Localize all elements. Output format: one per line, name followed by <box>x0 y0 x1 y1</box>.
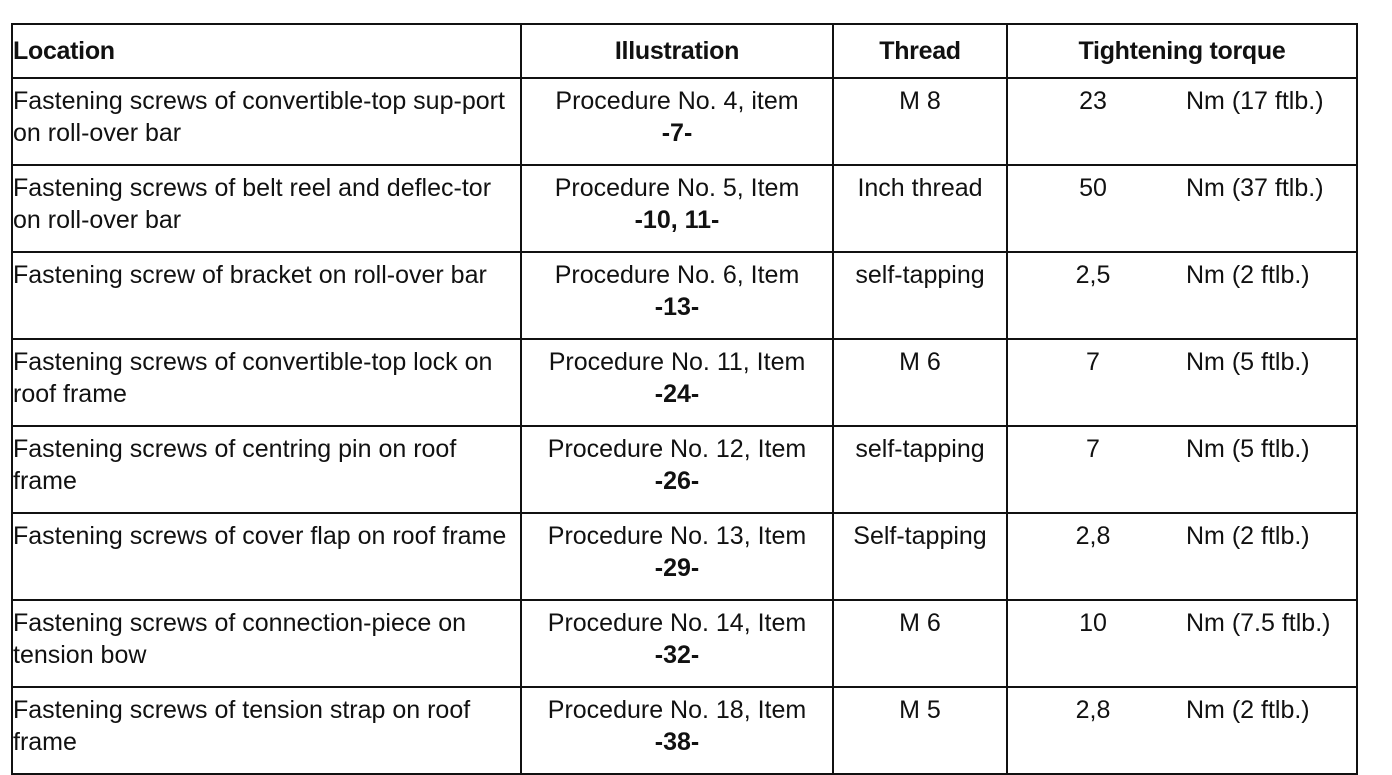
item-number: -26- <box>654 467 700 495</box>
procedure-reference: Procedure No. 4, item <box>555 87 799 115</box>
thread-cell <box>833 339 1007 426</box>
thread-text: M 6 <box>899 609 941 637</box>
table-row <box>12 165 1357 252</box>
table-row <box>12 339 1357 426</box>
item-number: -29- <box>654 554 700 582</box>
thread-text: Self-tapping <box>853 522 987 550</box>
tightening-torque-table <box>11 23 1358 775</box>
item-number: -10, 11- <box>634 206 720 234</box>
item-number: -13- <box>654 293 700 321</box>
illustration-cell <box>521 339 833 426</box>
item-number: -24- <box>654 380 700 408</box>
torque-unit: Nm (5 ftlb.) <box>1186 348 1310 376</box>
illustration-cell <box>521 687 833 774</box>
torque-unit: Nm (37 ftlb.) <box>1186 174 1324 202</box>
illustration-cell <box>521 600 833 687</box>
torque-value: 50 <box>1079 174 1107 202</box>
table-row <box>12 600 1357 687</box>
item-number: -38- <box>654 728 700 756</box>
torque-cell <box>1007 687 1357 774</box>
torque-cell <box>1007 426 1357 513</box>
header-illustration: Illustration <box>521 24 833 78</box>
location-text: Fastening screws of belt reel and deflec-tor on roll-over bar <box>13 174 492 234</box>
thread-text: Inch thread <box>857 174 983 202</box>
procedure-reference: Procedure No. 14, Item <box>547 609 807 637</box>
torque-cell <box>1007 513 1357 600</box>
torque-unit: Nm (5 ftlb.) <box>1186 435 1310 463</box>
torque-cell <box>1007 339 1357 426</box>
location-text: Fastening screws of cover flap on roof frame <box>13 522 507 550</box>
torque-cell <box>1007 165 1357 252</box>
location-text: Fastening screws of connection-piece on tension bow <box>13 609 467 669</box>
location-cell <box>12 687 521 774</box>
torque-value: 2,8 <box>1075 696 1111 724</box>
location-text: Fastening screws of convertible-top sup-port on roll-over bar <box>13 87 505 147</box>
thread-text: self-tapping <box>855 435 985 463</box>
procedure-reference: Procedure No. 11, Item <box>548 348 806 376</box>
torque-unit: Nm (2 ftlb.) <box>1186 522 1310 550</box>
torque-value: 7 <box>1086 348 1100 376</box>
torque-cell <box>1007 78 1357 165</box>
procedure-reference: Procedure No. 6, Item <box>554 261 800 289</box>
location-cell <box>12 513 521 600</box>
table-row <box>12 252 1357 339</box>
location-text: Fastening screws of convertible-top lock on roof frame <box>13 348 493 408</box>
location-text: Fastening screws of centring pin on roof frame <box>13 435 457 495</box>
torque-unit: Nm (2 ftlb.) <box>1186 261 1310 289</box>
header-thread: Thread <box>833 24 1007 78</box>
torque-unit: Nm (7.5 ftlb.) <box>1186 609 1331 637</box>
location-cell <box>12 165 521 252</box>
table-row <box>12 426 1357 513</box>
illustration-cell <box>521 426 833 513</box>
thread-cell <box>833 600 1007 687</box>
procedure-reference: Procedure No. 5, Item <box>554 174 800 202</box>
table-row <box>12 687 1357 774</box>
header-location: Location <box>12 24 521 78</box>
location-cell <box>12 339 521 426</box>
illustration-cell <box>521 252 833 339</box>
thread-cell <box>833 78 1007 165</box>
header-tightening-torque: Tightening torque <box>1007 24 1357 78</box>
location-cell <box>12 78 521 165</box>
torque-value: 7 <box>1086 435 1100 463</box>
location-text: Fastening screw of bracket on roll-over bar <box>13 261 487 289</box>
torque-value: 2,8 <box>1075 522 1111 550</box>
torque-value: 23 <box>1079 87 1107 115</box>
torque-unit: Nm (17 ftlb.) <box>1186 87 1324 115</box>
torque-cell <box>1007 600 1357 687</box>
illustration-cell <box>521 165 833 252</box>
procedure-reference: Procedure No. 12, Item <box>547 435 807 463</box>
illustration-cell <box>521 513 833 600</box>
item-number: -32- <box>654 641 700 669</box>
torque-value: 2,5 <box>1075 261 1111 289</box>
thread-cell <box>833 252 1007 339</box>
thread-text: M 8 <box>899 87 941 115</box>
table-row <box>12 513 1357 600</box>
procedure-reference: Procedure No. 13, Item <box>547 522 807 550</box>
table-row <box>12 78 1357 165</box>
thread-text: M 6 <box>899 348 941 376</box>
thread-text: self-tapping <box>855 261 985 289</box>
thread-cell <box>833 687 1007 774</box>
location-cell <box>12 600 521 687</box>
illustration-cell <box>521 78 833 165</box>
thread-cell <box>833 513 1007 600</box>
header-row <box>12 24 1357 78</box>
thread-cell <box>833 165 1007 252</box>
item-number: -7- <box>661 119 693 147</box>
thread-cell <box>833 426 1007 513</box>
torque-value: 10 <box>1079 609 1107 637</box>
location-cell <box>12 426 521 513</box>
location-text: Fastening screws of tension strap on roof frame <box>13 696 471 756</box>
location-cell <box>12 252 521 339</box>
thread-text: M 5 <box>899 696 941 724</box>
torque-unit: Nm (2 ftlb.) <box>1186 696 1310 724</box>
torque-cell <box>1007 252 1357 339</box>
procedure-reference: Procedure No. 18, Item <box>547 696 807 724</box>
